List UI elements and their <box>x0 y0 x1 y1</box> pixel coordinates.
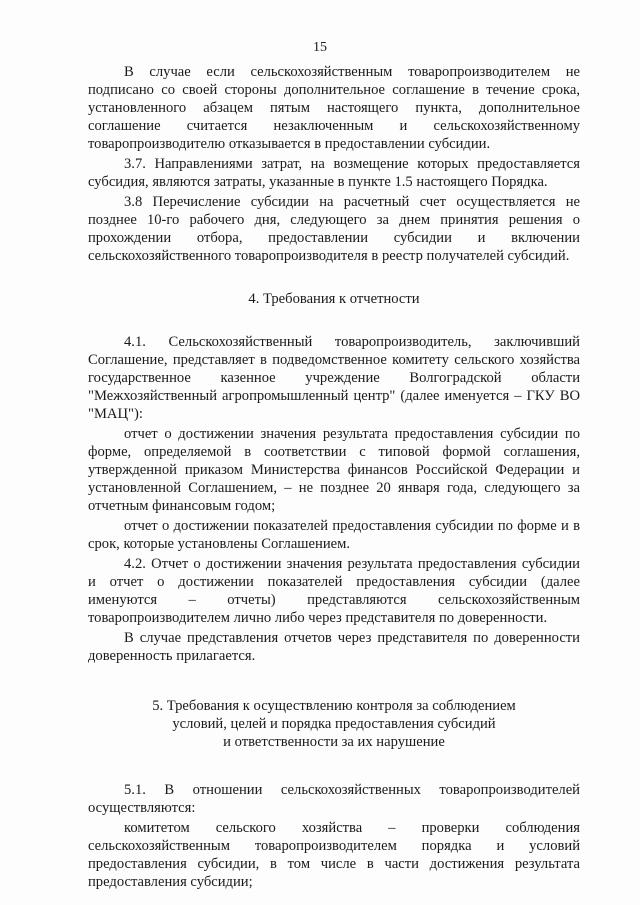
paragraph-5-1: 5.1. В отношении сельскохозяйственных товаропроизводителей осуществляются: <box>88 782 580 816</box>
paragraph-4-2: 4.2. Отчет о достижении значения результата предоставления субсидии и отчет о достижении показателей предоставления субсидии (далее именуются – отчеты) представляются сельскохозяйственным товаропроизводителем лично либо через представителя по доверенности. <box>88 556 580 626</box>
section-5-heading-line: 5. Требования к осуществлению контроля за соблюдением <box>152 698 516 714</box>
page-number: 15 <box>313 40 327 55</box>
paragraph-refusal-additional-agreement: В случае если сельскохозяйственным товаропроизводителем не подписано со своей стороны дополнительное соглашение в течение срока, установленного абзацем пятым настоящего пункта, дополнительное соглашение считается незаключенным и сельскохозяйственному товаропроизводителю отказывается в предоставлении субсидии. <box>88 64 580 152</box>
paragraph-result-report: отчет о достижении значения результата предоставления субсидии по форме, определяемой в соответствии с типовой формой соглашения, утвержденной приказом Министерства финансов Российской Федерации и установленной Соглашением, – не позднее 20 января года, следующего за отчетным финансовым годом; <box>88 426 580 514</box>
section-5-heading-line: и ответственности за их нарушение <box>223 734 445 750</box>
section-5-heading <box>88 697 580 751</box>
paragraph-4-1: 4.1. Сельскохозяйственный товаропроизводитель, заключивший Соглашение, представляет в подведомственное комитету сельского хозяйства государственное казенное учреждение Волгоградской области "Межхозяйственный агропромышленный центр" (далее именуется – ГКУ ВО "МАЦ"): <box>88 334 580 422</box>
paragraph-indicators-report: отчет о достижении показателей предоставления субсидии по форме и в срок, которые установлены Соглашением. <box>88 518 580 552</box>
paragraph-committee-checks: комитетом сельского хозяйства – проверки соблюдения сельскохозяйственным товаропроизводителем порядка и условий предоставления субсидии, в том числе в части достижения результата предоставления субсидии; <box>88 820 580 890</box>
section-4-heading: 4. Требования к отчетности <box>248 291 420 307</box>
section-5-heading-line: условий, целей и порядка предоставления субсидий <box>172 716 496 732</box>
paragraph-representative: В случае представления отчетов через представителя по доверенности доверенность прилагается. <box>88 630 580 664</box>
document-body <box>88 63 580 891</box>
paragraph-3-7: 3.7. Направлениями затрат, на возмещение которых предоставляется субсидия, являются затраты, указанные в пункте 1.5 настоящего Порядка. <box>88 156 580 190</box>
paragraph-3-8: 3.8 Перечисление субсидии на расчетный счет осуществляется не позднее 10-го рабочего дня, следующего за днем принятия решения о прохождении отбора, предоставлении субсидии и включении сельскохозяйственного товаропроизводителя в реестр получателей субсидий. <box>88 194 580 264</box>
